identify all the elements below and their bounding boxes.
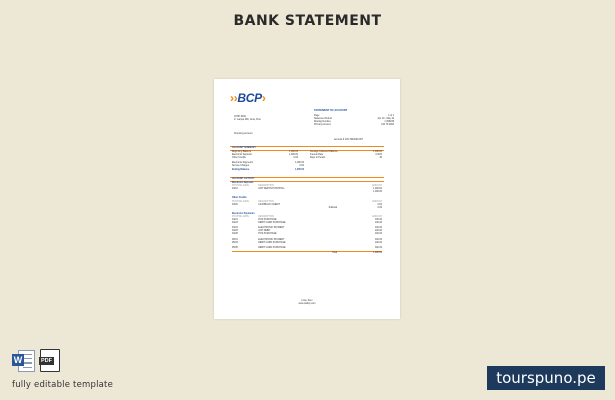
row-date: 04/28 — [232, 233, 238, 236]
pdf-file-icon — [40, 349, 60, 371]
row-amount: 0.00 — [377, 203, 382, 206]
subtotal-row — [232, 207, 382, 210]
word-label: W — [13, 355, 23, 365]
row-amount: 100.00 — [374, 238, 382, 241]
col-amount: AMOUNT — [372, 215, 382, 218]
col-desc: DESCRIPTION — [258, 185, 274, 188]
account-summary — [230, 146, 384, 172]
row-desc: POS PURCHASE — [258, 219, 277, 222]
summary-value: 1,000.00 — [295, 162, 304, 165]
brand-badge: tourspuno.pe — [487, 366, 605, 390]
row-amount: 1,000.00 — [373, 188, 382, 191]
statement-document — [214, 79, 400, 319]
row-amount: 300.00 — [374, 246, 382, 249]
row-desc: ACH DEBIT — [258, 230, 271, 233]
summary-row — [232, 157, 382, 160]
summary-value2: 0.00% — [375, 154, 382, 157]
info-value: 1 066238 — [384, 121, 394, 124]
summary-label: Other Credits — [232, 157, 246, 160]
deposits-label: Electronic Deposits — [232, 182, 254, 185]
summary-value: 1,000.00 — [295, 168, 304, 171]
row-amount: 100.00 — [374, 233, 382, 236]
col-date: POSTING DATE — [232, 200, 249, 203]
row-amount: 100.00 — [374, 230, 382, 233]
account-number: Account # 193-7940000-067 — [334, 139, 363, 141]
row-date: 04/24 — [232, 227, 238, 230]
row-date: 05/03 — [232, 241, 238, 244]
row-amount: 100.00 — [374, 241, 382, 244]
summary-label: Electronic Payments — [232, 162, 253, 165]
summary-label2: Days in Period — [310, 157, 325, 160]
row-date: 04/25 — [232, 230, 238, 233]
total-value: 1,000.00 — [373, 252, 382, 255]
row-desc: DEBIT CARD PURCHASE — [258, 241, 286, 244]
info-label: Page — [314, 115, 320, 117]
summary-value2: 30 — [379, 157, 382, 160]
row-desc: ELECTRONIC PAYMENT — [258, 238, 285, 241]
table-row — [232, 247, 382, 250]
account-activity — [230, 177, 384, 256]
row-date: 04/21 — [232, 219, 238, 222]
row-amount: 100.00 — [374, 222, 382, 225]
row-desc: POS PURCHASE — [258, 233, 277, 236]
summary-value: 1,000.00 — [289, 154, 298, 157]
activity-header: ACCOUNT ACTIVITY — [230, 177, 384, 182]
row-desc: DEBIT CARD PURCHASE — [258, 222, 286, 225]
row-date: 05/05 — [232, 246, 238, 249]
col-date: POSTING DATE — [232, 185, 249, 188]
logo-text: BCP — [237, 91, 262, 105]
logo-chevron-end-icon: › — [261, 91, 266, 105]
account-type: Checking Account — [234, 133, 253, 135]
total-row — [232, 251, 382, 255]
logo-chevron-icon: ›› — [230, 91, 238, 105]
summary-value: 0.00 — [299, 165, 304, 168]
summary-label2: Interest Rate — [310, 154, 324, 157]
payments-label: Electronic Payments — [232, 212, 255, 215]
format-icons — [12, 349, 60, 371]
row-desc: DEBIT CARD PURCHASE — [258, 246, 286, 249]
row-amount: 100.00 — [374, 219, 382, 222]
footer-line: www.viabcp.com — [298, 303, 316, 306]
row-desc: CASHBACK CREDIT — [258, 203, 281, 206]
statement-info — [314, 115, 394, 127]
summary-label: Electronic Deposits — [232, 154, 252, 157]
summary-value: 0.00 — [293, 157, 298, 160]
summary-value: 1,000.00 — [289, 151, 298, 154]
subtotal-label: Subtotal — [328, 206, 337, 209]
info-row — [314, 124, 394, 127]
col-amount: AMOUNT — [372, 200, 382, 203]
summary-label: Service Charges — [232, 165, 249, 168]
col-desc: DESCRIPTION — [258, 200, 274, 203]
total-label: Total — [332, 252, 337, 255]
subtotal-value: 0.00 — [377, 206, 382, 209]
info-value: Apr 10 - May 10 — [377, 118, 394, 121]
holder-address: Jr. Lampa 499, Lima, Peru — [234, 119, 261, 122]
other-credits-label: Other Credits — [232, 197, 247, 200]
bank-logo — [230, 91, 266, 105]
info-label: Statement Period — [314, 118, 332, 121]
row-desc: ACH DEPOSIT PAYROLL — [258, 188, 285, 191]
pdf-label: PDF — [41, 358, 52, 364]
word-file-icon — [12, 349, 34, 371]
info-label: Primary Account — [314, 124, 331, 127]
row-date: 05/01 — [232, 238, 238, 241]
document-footer — [214, 300, 400, 306]
row-amount: 100.00 — [374, 227, 382, 230]
row-desc: ELECTRONIC PAYMENT — [258, 227, 285, 230]
row-date: 04/10 — [232, 188, 238, 191]
col-amount: AMOUNT — [372, 185, 382, 188]
summary-row — [232, 169, 382, 172]
statement-title: STATEMENT OF ACCOUNT — [314, 109, 348, 112]
summary-label: Beginning Balance — [232, 151, 252, 154]
row-date: 04/20 — [232, 203, 238, 206]
summary-header: ACCOUNT SUMMARY — [230, 146, 384, 151]
summary-value2: 1,000.00 — [373, 151, 382, 154]
editable-caption: fully editable template — [12, 380, 114, 390]
summary-label2: Average Collected Balance — [310, 151, 338, 154]
holder-address-block — [234, 116, 294, 122]
info-value: 1 of 1 — [388, 115, 394, 117]
holder-name: JOHN DOE — [234, 116, 246, 118]
info-value: 193 79 4000 — [381, 124, 394, 127]
page-headline: BANK STATEMENT — [233, 13, 382, 29]
deposits-total: 1,000.00 — [373, 191, 382, 194]
info-label: Routing Number — [314, 121, 331, 124]
summary-label: Ending Balance — [232, 168, 250, 171]
col-date: POSTING DATE — [232, 215, 249, 218]
footer-line: Lima, Peru — [301, 300, 313, 302]
row-date: 04/23 — [232, 222, 238, 225]
col-desc: DESCRIPTION — [258, 215, 274, 218]
